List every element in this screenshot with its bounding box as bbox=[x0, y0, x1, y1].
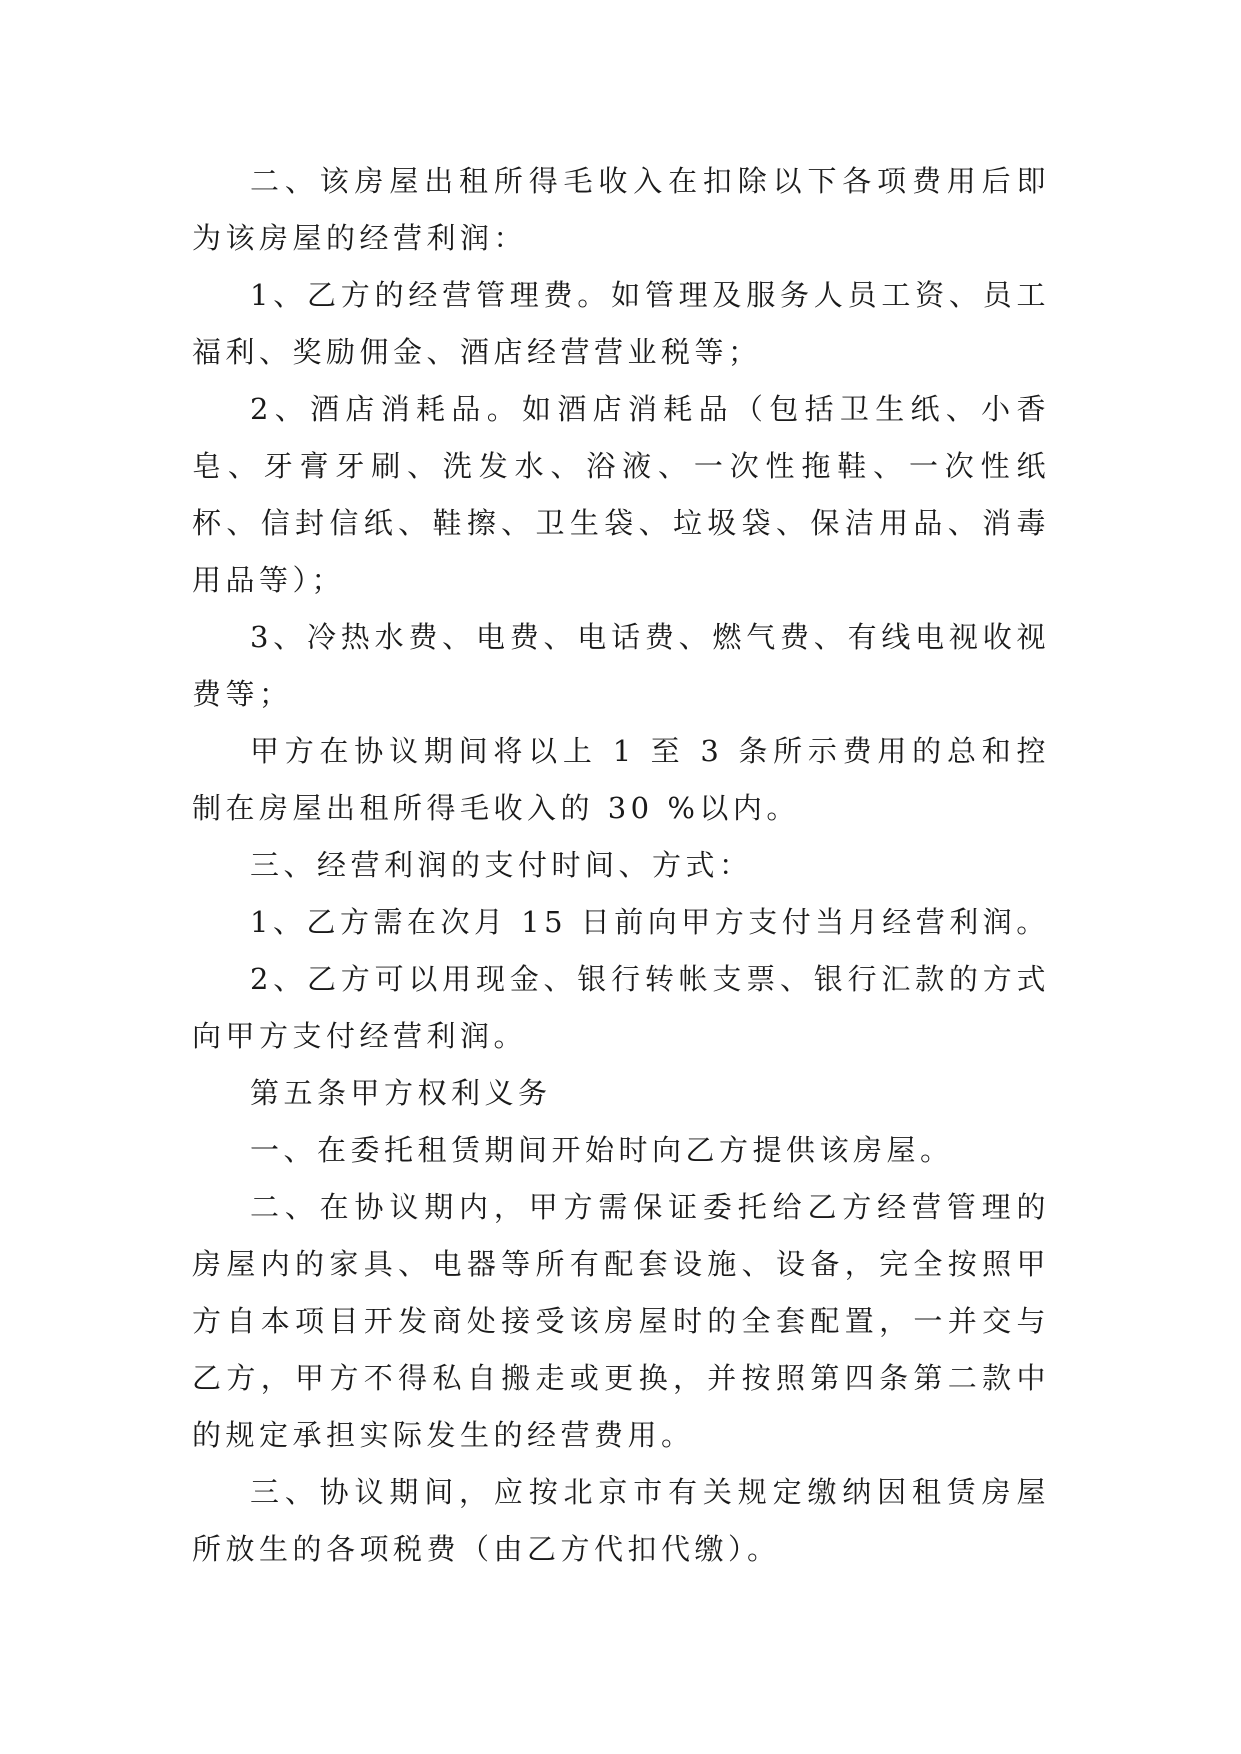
paragraph-cost-cap: 甲方在协议期间将以上 1 至 3 条所示费用的总和控制在房屋出租所得毛收入的 30 %以内。 bbox=[192, 734, 1050, 825]
paragraph-net-profit-definition: 二、该房屋出租所得毛收入在扣除以下各项费用后即为该房屋的经营利润： bbox=[192, 164, 1050, 255]
paragraph-payment-method: 2、乙方可以用现金、银行转帐支票、银行汇款的方式向甲方支付经营利润。 bbox=[192, 962, 1050, 1053]
section-heading-article-5: 第五条甲方权利义务 bbox=[250, 1076, 552, 1110]
paragraph-payment-time: 1、乙方需在次月 15 日前向甲方支付当月经营利润。 bbox=[250, 905, 1050, 939]
paragraph-payment-heading: 三、经营利润的支付时间、方式： bbox=[250, 848, 753, 882]
paragraph-duty-2-furnishings: 二、在协议期内，甲方需保证委托给乙方经营管理的房屋内的家具、电器等所有配套设施、设备，完全按照甲方自本项目开发商处接受该房屋时的全套配置，一并交与乙方，甲方不得私自搬走或更换，并按照第四条第二款中的规定承担实际发生的经营费用。 bbox=[192, 1190, 1050, 1452]
paragraph-duty-3-taxes: 三、协议期间，应按北京市有关规定缴纳因租赁房屋所放生的各项税费（由乙方代扣代缴）。 bbox=[192, 1475, 1050, 1566]
paragraph-duty-1-provide-house: 一、在委托租赁期间开始时向乙方提供该房屋。 bbox=[250, 1133, 954, 1167]
document-body bbox=[192, 153, 1050, 1578]
paragraph-item-2-consumables: 2、酒店消耗品。如酒店消耗品（包括卫生纸、小香皂、牙膏牙刷、洗发水、浴液、一次性拖鞋、一次性纸杯、信封信纸、鞋擦、卫生袋、垃圾袋、保洁用品、消毒用品等）； bbox=[192, 392, 1050, 597]
paragraph-item-1-management-fee: 1、乙方的经营管理费。如管理及服务人员工资、员工福利、奖励佣金、酒店经营营业税等； bbox=[192, 278, 1050, 369]
paragraph-item-3-utilities: 3、冷热水费、电费、电话费、燃气费、有线电视收视费等； bbox=[192, 620, 1050, 711]
